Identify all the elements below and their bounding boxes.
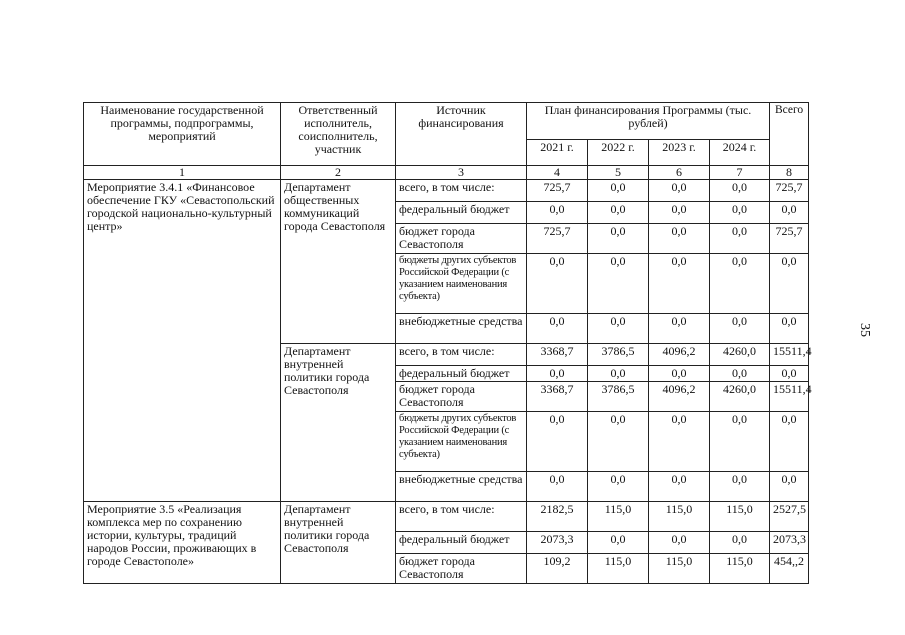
value-total: 0,0: [770, 202, 809, 224]
col-number: 1: [84, 166, 281, 180]
value-2021: 0,0: [527, 366, 588, 382]
value-2024: 4260,0: [710, 344, 770, 366]
value-total: 15511,4: [770, 382, 809, 412]
value-total: 0,0: [770, 314, 809, 344]
value-total: 2073,3: [770, 532, 809, 554]
value-2023: 0,0: [649, 180, 710, 202]
header-year-2023: 2023 г.: [649, 140, 710, 166]
value-2024: 0,0: [710, 180, 770, 202]
value-2023: 115,0: [649, 502, 710, 532]
value-2022: 0,0: [588, 314, 649, 344]
financing-table: [83, 102, 812, 584]
table-row: [84, 502, 809, 532]
value-2021: 0,0: [527, 202, 588, 224]
source-label: федеральный бюджет: [396, 532, 527, 554]
value-2023: 0,0: [649, 412, 710, 472]
col-number: 5: [588, 166, 649, 180]
value-2023: 0,0: [649, 532, 710, 554]
header-year-2021: 2021 г.: [527, 140, 588, 166]
col-number: 4: [527, 166, 588, 180]
value-2023: 0,0: [649, 224, 710, 254]
value-2024: 115,0: [710, 554, 770, 584]
col-number: 7: [710, 166, 770, 180]
value-2023: 0,0: [649, 202, 710, 224]
header-program-name: Наименование государственной программы, подпрограммы, мероприятий: [84, 103, 281, 166]
source-label: бюджет города Севастополя: [396, 382, 527, 412]
value-2022: 0,0: [588, 202, 649, 224]
value-2022: 0,0: [588, 254, 649, 314]
value-total: 725,7: [770, 180, 809, 202]
value-2022: 0,0: [588, 366, 649, 382]
event-name: Мероприятие 3.5 «Реализация комплекса мер по сохранению истории, культуры, традиций народов России, проживающих в городе Севастополе»: [84, 502, 281, 584]
value-total: 0,0: [770, 472, 809, 502]
value-2024: 0,0: [710, 412, 770, 472]
executor-name: Департамент внутренней политики города Севастополя: [281, 502, 396, 584]
source-label: бюджеты других субъектов Российской Федерации (с указанием наименования субъекта): [396, 412, 527, 472]
value-2024: 0,0: [710, 202, 770, 224]
source-label: всего, в том числе:: [396, 344, 527, 366]
source-label: федеральный бюджет: [396, 366, 527, 382]
value-2023: 0,0: [649, 366, 710, 382]
value-2021: 2182,5: [527, 502, 588, 532]
value-2023: 115,0: [649, 554, 710, 584]
value-total: 2527,5: [770, 502, 809, 532]
value-2021: 0,0: [527, 412, 588, 472]
value-2021: 3368,7: [527, 344, 588, 366]
value-2022: 0,0: [588, 472, 649, 502]
value-total: 0,0: [770, 254, 809, 314]
value-2022: 115,0: [588, 502, 649, 532]
source-label: федеральный бюджет: [396, 202, 527, 224]
value-2021: 725,7: [527, 224, 588, 254]
executor-name: Департамент общественных коммуникаций города Севастополя: [281, 180, 396, 344]
value-2024: 0,0: [710, 532, 770, 554]
header-year-2022: 2022 г.: [588, 140, 649, 166]
value-2024: 0,0: [710, 224, 770, 254]
table-row: [84, 180, 809, 202]
value-total: 0,0: [770, 366, 809, 382]
value-2023: 0,0: [649, 472, 710, 502]
value-2023: 4096,2: [649, 344, 710, 366]
executor-name: Департамент внутренней политики города Севастополя: [281, 344, 396, 502]
value-2024: 0,0: [710, 314, 770, 344]
col-number: 8: [770, 166, 809, 180]
source-label: всего, в том числе:: [396, 180, 527, 202]
value-2024: 0,0: [710, 254, 770, 314]
source-label: бюджет города Севастополя: [396, 554, 527, 584]
value-2021: 109,2: [527, 554, 588, 584]
col-number: 3: [396, 166, 527, 180]
value-2021: 0,0: [527, 314, 588, 344]
value-2021: 0,0: [527, 254, 588, 314]
value-2022: 0,0: [588, 532, 649, 554]
value-total: 15511,4: [770, 344, 809, 366]
value-total: 725,7: [770, 224, 809, 254]
value-2022: 115,0: [588, 554, 649, 584]
source-label: всего, в том числе:: [396, 502, 527, 532]
value-2021: 725,7: [527, 180, 588, 202]
value-2023: 0,0: [649, 254, 710, 314]
value-2023: 0,0: [649, 314, 710, 344]
header-source: Источник финансирования: [396, 103, 527, 166]
value-2021: 3368,7: [527, 382, 588, 412]
value-total: 454,,2: [770, 554, 809, 584]
header-plan: План финансирования Программы (тыс. рублей): [527, 103, 770, 140]
col-number: 6: [649, 166, 710, 180]
source-label: внебюджетные средства: [396, 472, 527, 502]
event-name: Мероприятие 3.4.1 «Финансовое обеспечение ГКУ «Севастопольский городской национально-культурный центр»: [84, 180, 281, 502]
value-total: 0,0: [770, 412, 809, 472]
value-2021: 2073,3: [527, 532, 588, 554]
value-2022: 0,0: [588, 412, 649, 472]
value-2022: 3786,5: [588, 344, 649, 366]
page-number: 35: [857, 323, 872, 337]
header-year-2024: 2024 г.: [710, 140, 770, 166]
value-2022: 0,0: [588, 180, 649, 202]
source-label: внебюджетные средства: [396, 314, 527, 344]
value-2024: 0,0: [710, 472, 770, 502]
value-2024: 115,0: [710, 502, 770, 532]
source-label: бюджеты других субъектов Российской Федерации (с указанием наименования субъекта): [396, 254, 527, 314]
source-label: бюджет города Севастополя: [396, 224, 527, 254]
value-2021: 0,0: [527, 472, 588, 502]
value-2024: 4260,0: [710, 382, 770, 412]
header-executor: Ответственный исполнитель, соисполнитель, участник: [281, 103, 396, 166]
value-2022: 0,0: [588, 224, 649, 254]
col-number: 2: [281, 166, 396, 180]
value-2023: 4096,2: [649, 382, 710, 412]
value-2022: 3786,5: [588, 382, 649, 412]
header-total: Всего: [770, 103, 809, 166]
value-2024: 0,0: [710, 366, 770, 382]
